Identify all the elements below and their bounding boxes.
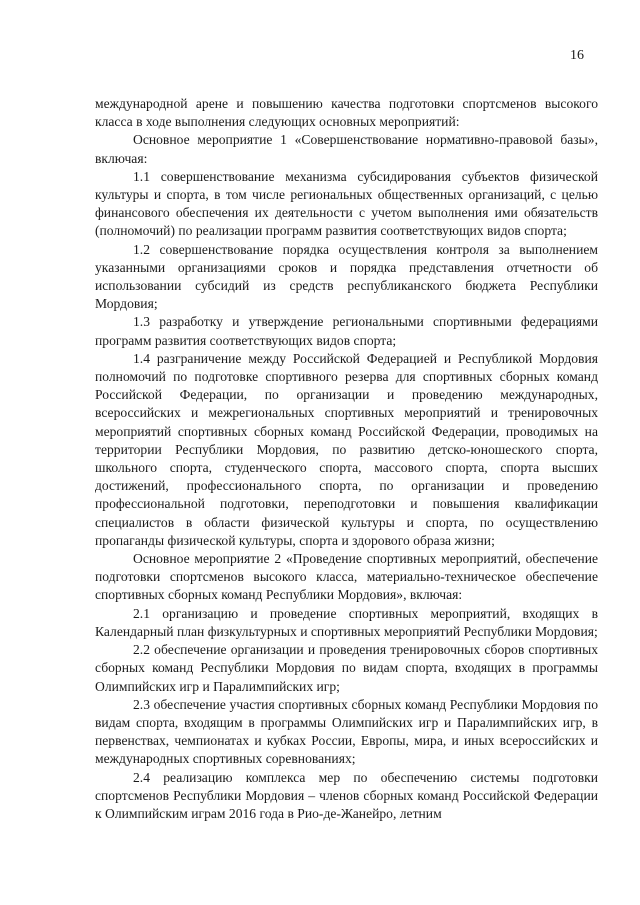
paragraph-main-activity-2: Основное мероприятие 2 «Проведение спортивных мероприятий, обеспечение подготовки спортсменов высокого класса, материально-техническое обеспечение спортивных сборных команд Республики Мордовия», включая:: [95, 551, 598, 603]
paragraph-item-1-3: 1.3 разработку и утверждение региональными спортивными федерациями программ развития соответствующих видов спорта;: [95, 314, 598, 348]
paragraph-item-2-1: 2.1 организацию и проведение спортивных мероприятий, входящих в Календарный план физкультурных и спортивных мероприятий Республики Мордовия;: [95, 605, 598, 639]
paragraph-item-2-4: 2.4 реализацию комплекса мер по обеспечению системы подготовки спортсменов Республики Мордовия – членов сборных команд Российской Федерации к Олимпийским играм 2016 года в Рио-де-Жанейро, летним: [95, 769, 598, 821]
paragraph-item-2-2: 2.2 обеспечение организации и проведения тренировочных сборов спортивных сборных команд Республики Мордовия по видам спорта, входящих в программы Олимпийских игр и Паралимпийских игр;: [95, 642, 598, 694]
paragraph-item-1-1: 1.1 совершенствование механизма субсидирования субъектов физической культуры и спорта, в том числе региональных общественных организаций, с целью финансового обеспечения их деятельности с учетом выполнения ими обязательств (полномочий) по реализации программ развития соответствующих видов спорта;: [95, 168, 598, 239]
paragraph-main-activity-1: Основное мероприятие 1 «Совершенствование нормативно-правовой базы», включая:: [95, 132, 598, 166]
paragraph-item-2-3: 2.3 обеспечение участия спортивных сборных команд Республики Мордовия по видам спорта, входящим в программы Олимпийских игр и Паралимпийских игр, в первенствах, чемпионатах и кубках России, Европы, мира, и иных всероссийских и международных спортивных соревнованиях;: [95, 696, 598, 767]
paragraph-item-1-2: 1.2 совершенствование порядка осуществления контроля за выполнением указанными организациями сроков и порядка представления отчетности об использовании субсидий из средств республиканского бюджета Республики Мордовия;: [95, 241, 598, 312]
page-number: 16: [570, 48, 584, 63]
paragraph-intro: международной арене и повышению качества подготовки спортсменов высокого класса в ходе выполнения следующих основных мероприятий:: [95, 96, 598, 130]
paragraph-item-1-4: 1.4 разграничение между Российской Федерацией и Республикой Мордовия полномочий по подготовке спортивного резерва для спортивных сборных команд Российской Федерации, по организации и проведению международных, всероссийских и межрегиональных спортивных мероприятий и тренировочных мероприятий спортивных сборных команд Российской Федерации, проводимых на территории Республики Мордовия, по развитию детско-юношеского спорта, школьного спорта, студенческого спорта, массового спорта, спорта высших достижений, профессионального спорта, по организации и проведению профессиональной подготовки, переподготовки и повышения квалификации специалистов в области физической культуры и спорта, по осуществлению пропаганды физической культуры, спорта и здорового образа жизни;: [95, 350, 598, 548]
document-body: [95, 95, 598, 823]
